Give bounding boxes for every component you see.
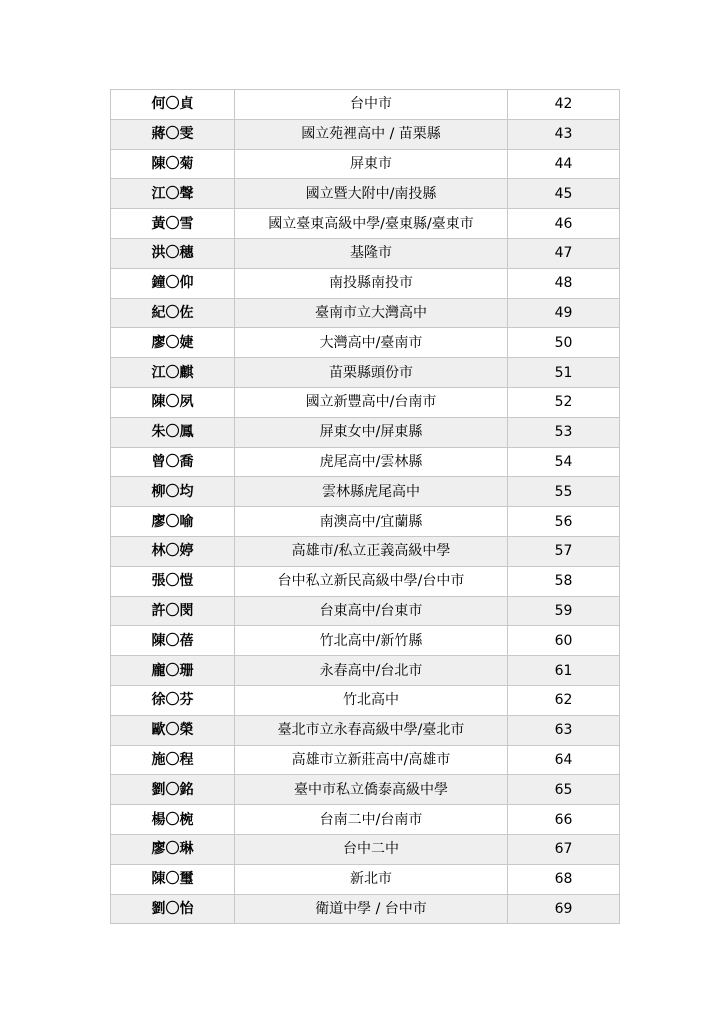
school-location-cell: 台中市 xyxy=(235,90,508,120)
seat-number-cell: 63 xyxy=(508,715,620,745)
school-location-cell: 國立臺東高級中學/臺東縣/臺東市 xyxy=(235,209,508,239)
school-location-cell: 台南二中/台南市 xyxy=(235,805,508,835)
seat-number-cell: 66 xyxy=(508,805,620,835)
school-location-cell: 台東高中/台東市 xyxy=(235,596,508,626)
student-name-cell: 許〇閔 xyxy=(111,596,235,626)
student-name-cell: 江〇聲 xyxy=(111,179,235,209)
table-row xyxy=(111,447,620,477)
seat-number-cell: 51 xyxy=(508,358,620,388)
table-row xyxy=(111,387,620,417)
seat-number-cell: 59 xyxy=(508,596,620,626)
table-row xyxy=(111,685,620,715)
school-location-cell: 臺中市私立僑泰高級中學 xyxy=(235,775,508,805)
student-name-cell: 劉〇怡 xyxy=(111,894,235,924)
school-location-cell: 竹北高中/新竹縣 xyxy=(235,626,508,656)
seat-number-cell: 69 xyxy=(508,894,620,924)
seat-number-cell: 54 xyxy=(508,447,620,477)
table-row xyxy=(111,536,620,566)
student-name-cell: 陳〇璽 xyxy=(111,864,235,894)
school-location-cell: 國立新豐高中/台南市 xyxy=(235,387,508,417)
table-row xyxy=(111,119,620,149)
student-name-cell: 廖〇婕 xyxy=(111,328,235,358)
school-location-cell: 虎尾高中/雲林縣 xyxy=(235,447,508,477)
table-row xyxy=(111,179,620,209)
seat-number-cell: 61 xyxy=(508,656,620,686)
seat-number-cell: 42 xyxy=(508,90,620,120)
student-name-cell: 紀〇佐 xyxy=(111,298,235,328)
table-row xyxy=(111,507,620,537)
student-name-cell: 楊〇椀 xyxy=(111,805,235,835)
seat-number-cell: 52 xyxy=(508,387,620,417)
student-name-cell: 陳〇夙 xyxy=(111,387,235,417)
table-row xyxy=(111,477,620,507)
table-row xyxy=(111,238,620,268)
school-location-cell: 臺北市立永春高級中學/臺北市 xyxy=(235,715,508,745)
seat-number-cell: 68 xyxy=(508,864,620,894)
table-row xyxy=(111,566,620,596)
student-name-cell: 江〇麒 xyxy=(111,358,235,388)
table-row xyxy=(111,90,620,120)
school-location-cell: 衛道中學 / 台中市 xyxy=(235,894,508,924)
student-name-cell: 鐘〇仰 xyxy=(111,268,235,298)
school-location-cell: 高雄市/私立正義高級中學 xyxy=(235,536,508,566)
seat-number-cell: 67 xyxy=(508,834,620,864)
student-name-cell: 黃〇雪 xyxy=(111,209,235,239)
seat-number-cell: 60 xyxy=(508,626,620,656)
student-name-cell: 朱〇鳳 xyxy=(111,417,235,447)
school-location-cell: 雲林縣虎尾高中 xyxy=(235,477,508,507)
table-row xyxy=(111,626,620,656)
school-location-cell: 永春高中/台北市 xyxy=(235,656,508,686)
school-location-cell: 高雄市立新莊高中/高雄市 xyxy=(235,745,508,775)
table-row xyxy=(111,864,620,894)
student-name-cell: 廖〇琳 xyxy=(111,834,235,864)
table-row xyxy=(111,656,620,686)
seat-number-cell: 53 xyxy=(508,417,620,447)
roster-table xyxy=(110,89,620,924)
school-location-cell: 苗栗縣頭份市 xyxy=(235,358,508,388)
student-name-cell: 何〇貞 xyxy=(111,90,235,120)
student-name-cell: 陳〇菊 xyxy=(111,149,235,179)
school-location-cell: 竹北高中 xyxy=(235,685,508,715)
student-name-cell: 徐〇芬 xyxy=(111,685,235,715)
table-row xyxy=(111,328,620,358)
seat-number-cell: 46 xyxy=(508,209,620,239)
student-name-cell: 柳〇均 xyxy=(111,477,235,507)
school-location-cell: 屏東市 xyxy=(235,149,508,179)
student-name-cell: 陳〇蓓 xyxy=(111,626,235,656)
seat-number-cell: 50 xyxy=(508,328,620,358)
table-row xyxy=(111,805,620,835)
student-name-cell: 洪〇穗 xyxy=(111,238,235,268)
table-row xyxy=(111,894,620,924)
student-name-cell: 張〇愷 xyxy=(111,566,235,596)
school-location-cell: 台中二中 xyxy=(235,834,508,864)
school-location-cell: 國立苑裡高中 / 苗栗縣 xyxy=(235,119,508,149)
table-row xyxy=(111,596,620,626)
student-name-cell: 龐〇珊 xyxy=(111,656,235,686)
school-location-cell: 南投縣南投市 xyxy=(235,268,508,298)
school-location-cell: 台中私立新民高級中學/台中市 xyxy=(235,566,508,596)
seat-number-cell: 58 xyxy=(508,566,620,596)
seat-number-cell: 47 xyxy=(508,238,620,268)
school-location-cell: 大灣高中/臺南市 xyxy=(235,328,508,358)
student-name-cell: 施〇程 xyxy=(111,745,235,775)
seat-number-cell: 56 xyxy=(508,507,620,537)
roster-table-body xyxy=(111,90,620,924)
school-location-cell: 國立暨大附中/南投縣 xyxy=(235,179,508,209)
table-row xyxy=(111,298,620,328)
seat-number-cell: 64 xyxy=(508,745,620,775)
table-row xyxy=(111,268,620,298)
school-location-cell: 新北市 xyxy=(235,864,508,894)
student-name-cell: 曾〇喬 xyxy=(111,447,235,477)
student-name-cell: 歐〇榮 xyxy=(111,715,235,745)
table-row xyxy=(111,358,620,388)
student-name-cell: 蔣〇雯 xyxy=(111,119,235,149)
table-row xyxy=(111,834,620,864)
table-row xyxy=(111,417,620,447)
seat-number-cell: 57 xyxy=(508,536,620,566)
table-row xyxy=(111,715,620,745)
student-name-cell: 廖〇喻 xyxy=(111,507,235,537)
seat-number-cell: 65 xyxy=(508,775,620,805)
seat-number-cell: 45 xyxy=(508,179,620,209)
seat-number-cell: 62 xyxy=(508,685,620,715)
seat-number-cell: 49 xyxy=(508,298,620,328)
table-row xyxy=(111,209,620,239)
school-location-cell: 南澳高中/宜蘭縣 xyxy=(235,507,508,537)
seat-number-cell: 43 xyxy=(508,119,620,149)
student-name-cell: 劉〇銘 xyxy=(111,775,235,805)
table-row xyxy=(111,775,620,805)
school-location-cell: 臺南市立大灣高中 xyxy=(235,298,508,328)
seat-number-cell: 48 xyxy=(508,268,620,298)
table-row xyxy=(111,745,620,775)
seat-number-cell: 44 xyxy=(508,149,620,179)
school-location-cell: 屏東女中/屏東縣 xyxy=(235,417,508,447)
student-name-cell: 林〇婷 xyxy=(111,536,235,566)
school-location-cell: 基隆市 xyxy=(235,238,508,268)
table-row xyxy=(111,149,620,179)
seat-number-cell: 55 xyxy=(508,477,620,507)
